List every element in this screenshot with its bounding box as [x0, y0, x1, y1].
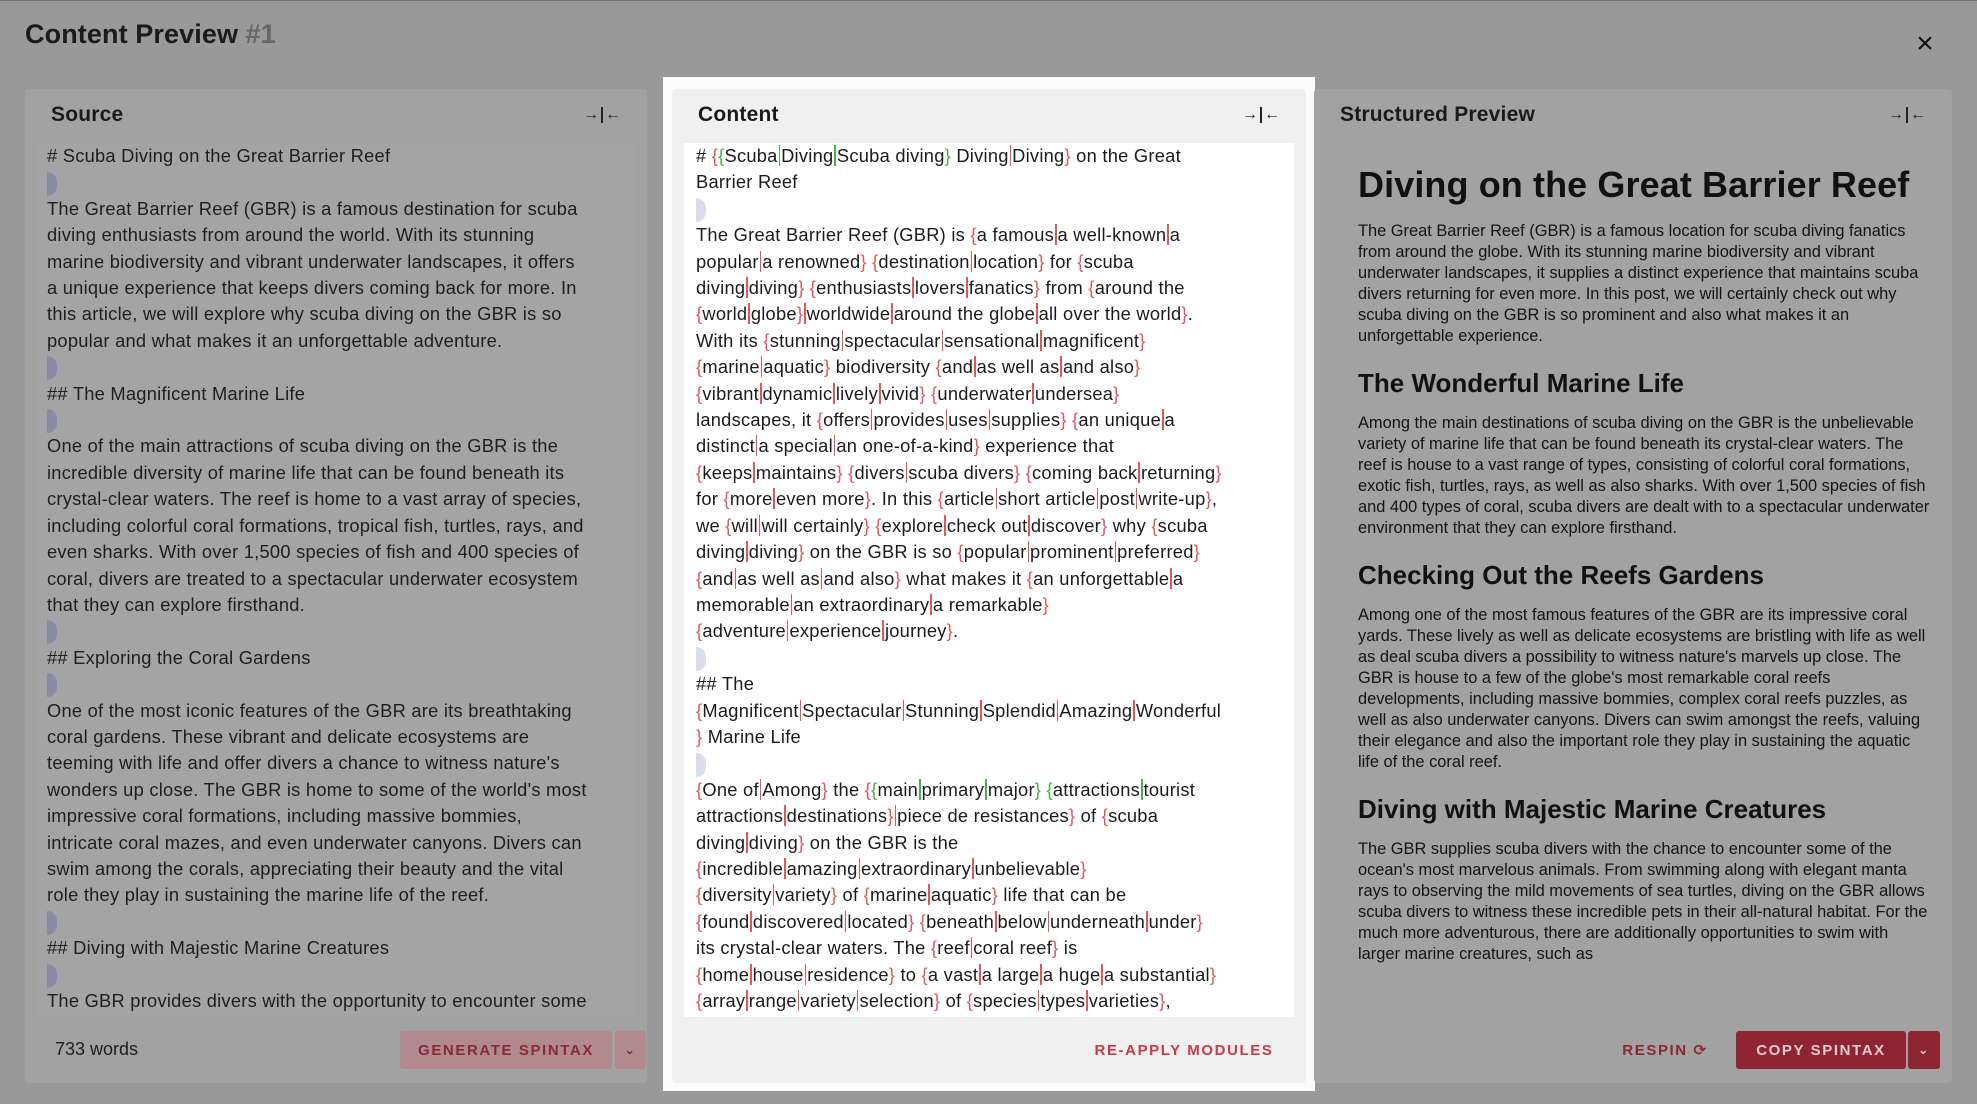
respin-label: RESPIN: [1622, 1041, 1688, 1059]
source-line: [47, 407, 625, 433]
preview-number: #1: [245, 19, 276, 49]
preview-title: Diving on the Great Barrier Reef: [1358, 164, 1910, 205]
spintax-line: memorable an extraordinary a remarkable}: [696, 593, 1050, 615]
source-line: a unique experience that keeps divers coming back for more. In: [47, 277, 577, 299]
spintax-line: {home house residence} to {a vast a large a huge a substantial}: [696, 963, 1217, 985]
paragraph-break-marker: [47, 172, 57, 196]
collapse-icon[interactable]: → ←: [1242, 106, 1280, 123]
spintax-line: ## The: [696, 673, 755, 695]
copy-spintax-button[interactable]: COPY SPINTAX: [1736, 1031, 1906, 1069]
preview-heading: Structured Preview: [1340, 103, 1535, 126]
source-line: intricate coral mazes, and even underwater canyons. Divers can: [47, 831, 582, 853]
source-line: [47, 962, 625, 988]
source-line: [47, 671, 625, 697]
source-panel: [25, 89, 647, 1083]
generate-spintax-button[interactable]: GENERATE SPINTAX: [400, 1031, 612, 1069]
source-line: incredible diversity of marine life that can be found beneath its: [47, 461, 565, 483]
reapply-modules-button[interactable]: RE-APPLY MODULES: [1094, 1041, 1274, 1059]
spintax-line: {world globe} worldwide around the globe all over the world}.: [696, 303, 1194, 325]
paragraph-break-marker: [47, 964, 57, 988]
spintax-line: {Magnificent Spectacular Stunning Splendid Amazing Wonderful: [696, 699, 1222, 721]
content-panel-header: [672, 89, 1306, 141]
source-textarea[interactable]: [37, 143, 635, 1017]
source-line: [47, 618, 625, 644]
spintax-line: The Great Barrier Reef (GBR) is {a famous a well-known a: [696, 224, 1181, 246]
spintax-line: {vibrant dynamic lively vivid} {underwater undersea}: [696, 382, 1120, 404]
spintax-line: its crystal-clear waters. The {reef coral reef} is: [696, 937, 1078, 959]
spintax-line: # {{Scuba Diving Scuba diving} Diving Diving} on the Great: [696, 145, 1181, 166]
source-line: coral gardens. These vibrant and delicate ecosystems are: [47, 725, 530, 747]
close-icon[interactable]: ×: [1916, 27, 1934, 60]
source-line: [47, 354, 625, 380]
spintax-line: Barrier Reef: [696, 171, 798, 193]
paragraph-break-marker: [47, 356, 57, 380]
spintax-line: diving diving} on the GBR is so {popular prominent preferred}: [696, 541, 1200, 563]
source-line: The Great Barrier Reef (GBR) is a famous destination for scuba: [47, 197, 578, 219]
paragraph-break-marker: [696, 198, 706, 222]
spintax-line: } Marine Life: [696, 725, 801, 747]
spintax-line: {adventure experience journey}.: [696, 620, 959, 642]
source-heading: Source: [51, 103, 124, 126]
preview-body: [1358, 151, 1932, 1017]
spintax-line: distinct a special an one-of-a-kind} experience that: [696, 435, 1115, 457]
spintax-line: attractions destinations} piece de resistances} of {scuba: [696, 805, 1159, 827]
source-line: # Scuba Diving on the Great Barrier Reef: [47, 145, 391, 166]
source-line: including colorful coral formations, tropical fish, turtles, rays, and: [47, 514, 584, 536]
source-line: One of the most iconic features of the GBR are its breathtaking: [47, 699, 572, 721]
spintax-line: {keeps maintains} {divers scuba divers} {coming back returning}: [696, 461, 1222, 483]
source-line: popular and what makes it an unforgettable adventure.: [47, 329, 503, 351]
preview-paragraph: Among the main destinations of scuba diving on the GBR is the unbelievable variety of marine life that can be found beneath its crystal-clear waters. The reef is house to a vast range of types, consisting of colorful coral formations, exotic fish, turtles, rays, as well as also sharks. With over 1,500 species of fish and 400 types of coral, scuba divers are dealt with to a spectacular underwater environment that they can explore firsthand.: [1358, 414, 1930, 537]
spintax-line: diving diving} on the GBR is the: [696, 831, 959, 853]
source-footer: [25, 1017, 647, 1083]
spintax-line: {marine aquatic} biodiversity {and as well as and also}: [696, 356, 1141, 378]
preview-paragraph: The Great Barrier Reef (GBR) is a famous location for scuba diving fanatics from around the globe. With its stunning marine biodiversity and vibrant underwater landscapes, it supplies a distinct experience that maintains scuba divers returning for even more. In this post, we will certainly check out why scuba diving on the GBR is so prominent and also what makes it an unforgettable experience.: [1358, 222, 1919, 345]
copy-dropdown-button[interactable]: [1908, 1031, 1940, 1069]
preview-paragraph: Among one of the most famous features of the GBR are its impressive coral yards. These lively as well as delicate ecosystems are bristling with life as well as deal scuba divers a possibility to witness nature's marvels up close. The GBR is house to a few of the globe's most remarkable coral reefs developments, including massive bommies, complex coral reefs puzzles, as well as also underwater canyons. Divers can swim amongst the reefs, valuing their elegance and also the important role they play in sustaining the aquatic life of the coral reef.: [1358, 606, 1926, 771]
source-line: crystal-clear waters. The reef is home to a vast array of species,: [47, 488, 582, 510]
spintax-line: With its {stunning spectacular sensational magnificent}: [696, 329, 1146, 351]
source-panel-header: [25, 89, 647, 141]
paragraph-break-marker: [47, 673, 57, 697]
content-panel: [672, 89, 1306, 1083]
paragraph-break-marker: [696, 753, 706, 777]
source-line: teeming with life and offer divers a chance to witness nature's: [47, 752, 560, 774]
preview-section-heading: Diving with Majestic Marine Creatures: [1358, 794, 1827, 824]
spintax-line: [696, 645, 1282, 671]
source-line: ## Exploring the Coral Gardens: [47, 646, 311, 668]
spintax-line: {array range variety selection} of {species types varieties},: [696, 990, 1171, 1011]
spintax-line: {found discovered located} {beneath below underneath under}: [696, 910, 1203, 932]
paragraph-break-marker: [696, 647, 706, 671]
source-line: [47, 909, 625, 935]
paragraph-break-marker: [47, 409, 57, 433]
spintax-line: for {more even more}. In this {article short article post write-up},: [696, 488, 1218, 510]
spintax-line: diving diving} {enthusiasts lovers fanatics} from {around the: [696, 277, 1185, 299]
source-line: swim among the corals, appreciating their beauty and the vital: [47, 857, 564, 879]
source-line: role they play in sustaining the marine life of the reef.: [47, 884, 490, 906]
source-line: marine biodiversity and vibrant underwater landscapes, it offers: [47, 250, 575, 272]
spintax-line: we {will will certainly} {explore check out discover} why {scuba: [696, 514, 1208, 536]
source-line: even sharks. With over 1,500 species of fish and 400 species of: [47, 541, 579, 563]
preview-panel-header: [1314, 89, 1952, 141]
preview-paragraph: The GBR supplies scuba divers with the chance to encounter some of the ocean's most marvelous animals. From swimming along with elegant manta rays to observing the mild movements of sea turtles, diving on the GBR allows scuba divers to witness these incredible pets in their all-natural habitat. For the much more adventurous, there are additionally opportunities to swim with larger marine creatures, such as: [1358, 840, 1928, 963]
spintax-line: [696, 750, 1282, 776]
source-line: that they can explore firsthand.: [47, 593, 305, 615]
spintax-line: landscapes, it {offers provides uses supplies} {an unique a: [696, 409, 1175, 431]
preview-section-heading: The Wonderful Marine Life: [1358, 368, 1684, 398]
source-line: One of the main attractions of scuba diving on the GBR is the: [47, 435, 559, 457]
content-heading: Content: [698, 103, 779, 126]
spintax-line: {incredible amazing extraordinary unbelievable}: [696, 857, 1087, 879]
paragraph-break-marker: [47, 911, 57, 935]
chevron-down-icon: ⌄: [624, 1042, 637, 1057]
source-line: ## Diving with Majestic Marine Creatures: [47, 937, 390, 959]
preview-footer: [1314, 1017, 1952, 1083]
generate-dropdown-button[interactable]: [615, 1031, 646, 1069]
collapse-icon[interactable]: → ←: [583, 106, 621, 123]
spintax-editor[interactable]: [684, 143, 1294, 1017]
paragraph-break-marker: [47, 620, 57, 644]
source-line: [47, 169, 625, 195]
modal-title: [25, 19, 276, 50]
refresh-icon: ⟳: [1693, 1042, 1708, 1059]
modal-title-text: Content Preview: [25, 19, 239, 49]
structured-preview-panel: [1314, 89, 1952, 1083]
spintax-line: [696, 196, 1282, 222]
preview-section-heading: Checking Out the Reefs Gardens: [1358, 560, 1764, 590]
source-line: coral, divers are treated to a spectacular underwater ecosystem: [47, 567, 578, 589]
spintax-line: {One of Among} the {{main primary major} {attractions tourist: [696, 778, 1196, 800]
collapse-icon[interactable]: → ←: [1888, 106, 1926, 123]
chevron-down-icon: ⌄: [1917, 1042, 1931, 1057]
spintax-line: popular a renowned} {destination location} for {scuba: [696, 250, 1134, 272]
content-footer: [672, 1017, 1306, 1083]
source-line: wonders up close. The GBR is home to some of the world's most: [47, 778, 587, 800]
source-line: ## The Magnificent Marine Life: [47, 382, 306, 404]
spintax-line: {diversity variety} of {marine aquatic} life that can be: [696, 884, 1127, 906]
word-count: 733 words: [55, 1039, 139, 1059]
source-line: diving enthusiasts from around the world. With its stunning: [47, 224, 535, 246]
source-line: this article, we will explore why scuba diving on the GBR is so: [47, 303, 562, 325]
source-line: The GBR provides divers with the opportunity to encounter some: [47, 990, 587, 1011]
spintax-line: {and as well as and also} what makes it {an unforgettable a: [696, 567, 1184, 589]
source-line: impressive coral formations, including massive bommies,: [47, 805, 523, 827]
respin-button[interactable]: [1620, 1031, 1710, 1069]
